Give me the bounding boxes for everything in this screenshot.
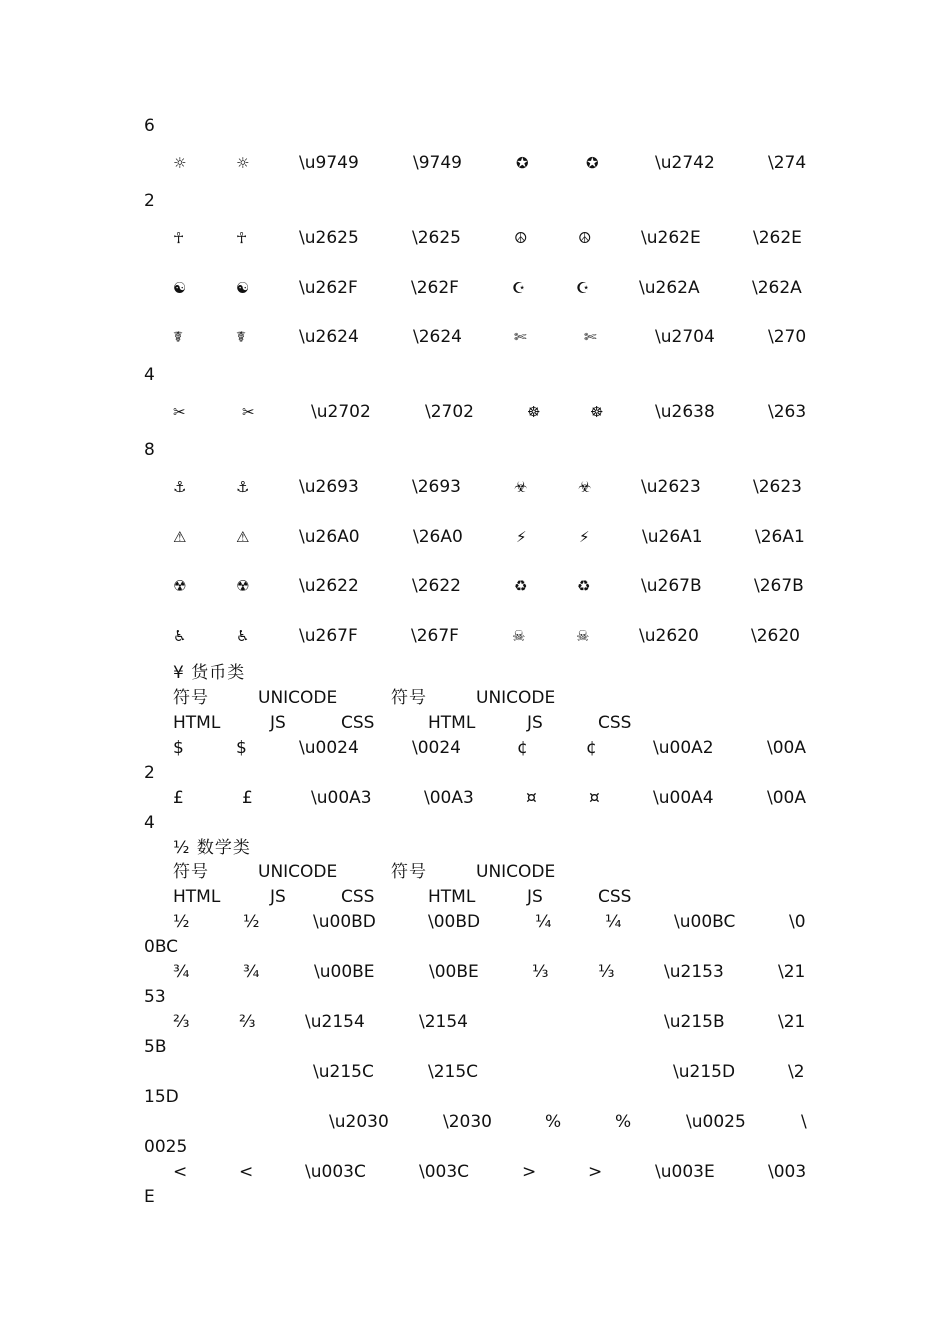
wrapped-fragment: 15D (144, 1087, 179, 1107)
col-header-js: JS (270, 713, 286, 733)
wrapped-fragment: 4 (144, 813, 155, 833)
col-header-symbol: 符号 (391, 688, 427, 708)
unicode-css: \267B (754, 576, 804, 596)
col-header-html: HTML (173, 713, 221, 733)
unicode-css: \270 (768, 327, 807, 347)
unicode-js: \u003C (305, 1162, 366, 1182)
symbol-js: ¾ (243, 962, 260, 982)
unicode-css: \00A (767, 788, 806, 808)
unicode-css: \2702 (425, 402, 474, 422)
col-header-css: CSS (598, 713, 632, 733)
symbol-js: ⚓ (236, 478, 250, 496)
symbol-html: ½ (173, 912, 190, 932)
symbol-html: ✂ (173, 403, 186, 421)
unicode-css: \2622 (412, 576, 461, 596)
unicode-css: \2154 (419, 1012, 468, 1032)
symbol-js: ☤ (236, 328, 247, 346)
unicode-css: \2693 (412, 477, 461, 497)
wrapped-fragment: 2 (144, 763, 155, 783)
unicode-css: \00A3 (424, 788, 474, 808)
unicode-css: \26A0 (413, 527, 463, 547)
unicode-js: \u2620 (639, 626, 699, 646)
symbol-html: ☥ (173, 229, 185, 247)
unicode-js: \u003E (655, 1162, 715, 1182)
symbol-html: ☣ (514, 478, 528, 496)
symbol-html: ☠ (512, 627, 526, 645)
symbol-html: ⚡ (516, 528, 527, 546)
symbol-html: ⅔ (173, 1012, 190, 1032)
symbol-html: ⚓ (173, 478, 187, 496)
symbol-js: ⅓ (598, 962, 615, 982)
unicode-js: \u2625 (299, 228, 359, 248)
symbol-js: ☮ (578, 229, 592, 247)
symbol-html: ⅓ (532, 962, 549, 982)
unicode-js: \u2153 (664, 962, 724, 982)
symbol-js: ¼ (605, 912, 622, 932)
unicode-css: \263 (768, 402, 807, 422)
unicode-js: \u215C (313, 1062, 374, 1082)
symbol-html: < (173, 1162, 188, 1182)
symbol-js: ⅔ (239, 1012, 256, 1032)
col-header-unicode: UNICODE (476, 862, 556, 882)
col-header-html: HTML (173, 887, 221, 907)
symbol-html: ☸ (527, 403, 541, 421)
symbol-js: ✪ (586, 154, 599, 172)
unicode-js: \u26A0 (299, 527, 360, 547)
col-header-js: JS (527, 887, 543, 907)
unicode-js: \u9749 (299, 153, 359, 173)
unicode-css: \2620 (751, 626, 800, 646)
symbol-js: ☸ (590, 403, 604, 421)
unicode-css: \003C (419, 1162, 470, 1182)
unicode-js: \u2638 (655, 402, 715, 422)
col-header-symbol: 符号 (173, 688, 209, 708)
symbol-js: ♻ (577, 577, 591, 595)
unicode-css: \215C (428, 1062, 479, 1082)
section-title-math: ½ 数学类 (173, 838, 251, 858)
symbol-html: ☮ (514, 229, 528, 247)
unicode-js: \u215D (673, 1062, 736, 1082)
symbol-js: ✄ (584, 328, 597, 346)
symbol-html: ☯ (173, 279, 187, 297)
unicode-css: \2 (788, 1062, 805, 1082)
unicode-css: \267F (411, 626, 459, 646)
symbol-html: % (545, 1112, 562, 1132)
wrapped-fragment: 0BC (144, 937, 179, 957)
symbol-js: ☢ (236, 577, 250, 595)
unicode-css: \262A (752, 278, 802, 298)
unicode-js: \u215B (664, 1012, 725, 1032)
unicode-css: \26A1 (755, 527, 805, 547)
unicode-js: \u2154 (305, 1012, 365, 1032)
unicode-css: \2623 (753, 477, 802, 497)
symbol-js: ☯ (236, 279, 250, 297)
symbol-js: ♿ (236, 627, 250, 645)
unicode-js: \u2693 (299, 477, 359, 497)
symbol-html: ♿ (173, 627, 187, 645)
col-header-html: HTML (428, 887, 476, 907)
unicode-css: \ (801, 1112, 807, 1132)
symbol-html: ¼ (535, 912, 552, 932)
unicode-js: \u00A2 (653, 738, 714, 758)
wrapped-fragment: 2 (144, 191, 155, 211)
unicode-js: \u26A1 (642, 527, 703, 547)
unicode-css: \274 (768, 153, 807, 173)
unicode-css: \262F (411, 278, 459, 298)
symbol-js: ⚡ (579, 528, 590, 546)
symbol-js: ¤ (589, 788, 600, 808)
symbol-js: £ (242, 788, 253, 808)
symbol-html: ¤ (526, 788, 537, 808)
symbol-js: ☪ (576, 279, 590, 297)
unicode-js: \u00BC (674, 912, 736, 932)
col-header-css: CSS (341, 887, 375, 907)
wrapped-fragment: 53 (144, 987, 166, 1007)
unicode-css: \21 (778, 962, 806, 982)
unicode-js: \u2624 (299, 327, 359, 347)
wrapped-fragment: 6 (144, 116, 155, 136)
col-header-unicode: UNICODE (258, 862, 338, 882)
unicode-css: \00BE (429, 962, 479, 982)
col-header-html: HTML (428, 713, 476, 733)
symbol-html: ☼ (173, 154, 187, 172)
col-header-unicode: UNICODE (476, 688, 556, 708)
symbol-html: > (522, 1162, 537, 1182)
unicode-css: \2625 (412, 228, 461, 248)
symbol-html: £ (173, 788, 184, 808)
unicode-js: \u262E (641, 228, 701, 248)
col-header-unicode: UNICODE (258, 688, 338, 708)
symbol-js: $ (236, 738, 247, 758)
symbol-html: $ (173, 738, 184, 758)
symbol-html: ✪ (516, 154, 529, 172)
unicode-css: \0024 (412, 738, 461, 758)
unicode-js: \u0024 (299, 738, 359, 758)
col-header-css: CSS (341, 713, 375, 733)
symbol-html: ♻ (514, 577, 528, 595)
col-header-symbol: 符号 (391, 862, 427, 882)
unicode-js: \u267F (299, 626, 358, 646)
wrapped-fragment: 5B (144, 1037, 167, 1057)
symbol-js: > (588, 1162, 603, 1182)
unicode-js: \u2030 (329, 1112, 389, 1132)
symbol-html: ¾ (173, 962, 190, 982)
symbol-html: ✄ (514, 328, 527, 346)
unicode-css: \9749 (413, 153, 462, 173)
unicode-js: \u00A4 (653, 788, 714, 808)
symbol-js: ✂ (242, 403, 255, 421)
unicode-css: \0 (789, 912, 806, 932)
unicode-js: \u262A (639, 278, 700, 298)
unicode-js: \u2622 (299, 576, 359, 596)
unicode-js: \u00A3 (311, 788, 372, 808)
unicode-js: \u2702 (311, 402, 371, 422)
symbol-html: ☤ (173, 328, 184, 346)
unicode-css: \21 (778, 1012, 806, 1032)
symbol-js: ☠ (576, 627, 590, 645)
symbol-js: ☥ (236, 229, 248, 247)
wrapped-fragment: E (144, 1187, 155, 1207)
unicode-css: \262E (753, 228, 802, 248)
symbol-js: % (615, 1112, 632, 1132)
symbol-js: ½ (243, 912, 260, 932)
unicode-css: \2624 (413, 327, 462, 347)
wrapped-fragment: 8 (144, 440, 155, 460)
symbol-js: ☣ (578, 478, 592, 496)
symbol-html: ¢ (517, 738, 528, 758)
unicode-js: \u267B (641, 576, 702, 596)
unicode-css: \003 (768, 1162, 807, 1182)
symbol-js: ⚠ (236, 528, 250, 546)
unicode-js: \u0025 (686, 1112, 746, 1132)
unicode-js: \u2704 (655, 327, 715, 347)
wrapped-fragment: 0025 (144, 1137, 188, 1157)
symbol-js: ¢ (586, 738, 597, 758)
symbol-html: ☢ (173, 577, 187, 595)
symbol-html: ☪ (512, 279, 526, 297)
unicode-js: \u00BD (313, 912, 376, 932)
unicode-css: \2030 (443, 1112, 492, 1132)
symbol-html: ⚠ (173, 528, 187, 546)
unicode-css: \00A (767, 738, 806, 758)
col-header-css: CSS (598, 887, 632, 907)
section-title-currency: ¥ 货币类 (173, 663, 246, 683)
col-header-js: JS (527, 713, 543, 733)
unicode-css: \00BD (428, 912, 481, 932)
col-header-symbol: 符号 (173, 862, 209, 882)
symbol-js: < (239, 1162, 254, 1182)
wrapped-fragment: 4 (144, 365, 155, 385)
unicode-js: \u2742 (655, 153, 715, 173)
symbol-js: ☼ (236, 154, 250, 172)
col-header-js: JS (270, 887, 286, 907)
unicode-js: \u00BE (314, 962, 375, 982)
unicode-js: \u2623 (641, 477, 701, 497)
unicode-js: \u262F (299, 278, 358, 298)
